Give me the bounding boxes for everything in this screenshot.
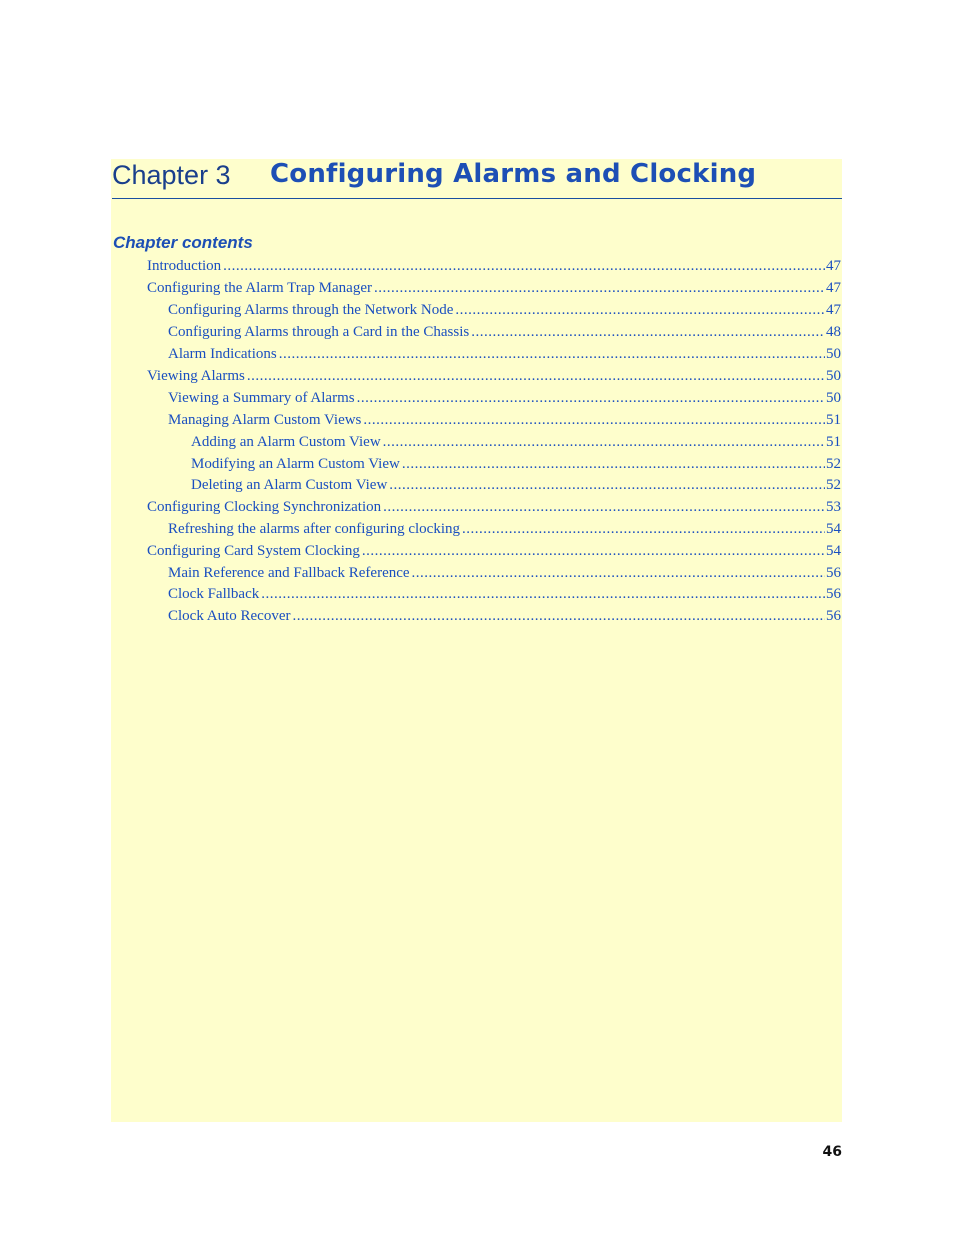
chapter-title: Configuring Alarms and Clocking — [270, 159, 757, 189]
toc-leader-dots — [223, 258, 825, 275]
toc-entry-title: Modifying an Alarm Custom View — [191, 456, 400, 472]
toc-entry[interactable] — [168, 586, 841, 608]
toc-entry-title: Configuring Clocking Synchronization — [147, 499, 382, 515]
toc-leader-dots — [402, 456, 825, 473]
toc-entry[interactable] — [168, 302, 841, 324]
toc-leader-dots — [362, 543, 825, 560]
toc-entry-title: Viewing Alarms — [147, 368, 245, 384]
toc-entry-title: Deleting an Alarm Custom View — [191, 477, 388, 493]
toc-entry[interactable] — [168, 412, 841, 434]
toc-entry-page: 50 — [826, 390, 841, 406]
toc-entry-title: Configuring Alarms through a Card in the Chassis — [168, 324, 470, 340]
toc-entry[interactable] — [168, 608, 841, 630]
toc-entry-page: 52 — [826, 477, 841, 493]
toc-entry-page: 51 — [826, 412, 841, 428]
toc-leader-dots — [292, 608, 825, 625]
toc-entry-title: Introduction — [147, 258, 222, 274]
toc-entry-title: Adding an Alarm Custom View — [191, 434, 381, 450]
toc-entry[interactable] — [191, 456, 841, 478]
toc-leader-dots — [455, 302, 825, 319]
toc-leader-dots — [383, 499, 825, 516]
toc-leader-dots — [247, 368, 825, 385]
toc-entry-title: Configuring Card System Clocking — [147, 543, 360, 559]
toc-entry[interactable] — [147, 280, 841, 302]
toc-entry-title: Alarm Indications — [168, 346, 277, 362]
toc-leader-dots — [389, 477, 825, 494]
toc-entry[interactable] — [168, 324, 841, 346]
toc-entry-title: Viewing a Summary of Alarms — [168, 390, 355, 406]
toc-entry-page: 54 — [826, 543, 841, 559]
toc-leader-dots — [412, 565, 825, 582]
toc-entry[interactable] — [168, 565, 841, 587]
contents-heading: Chapter contents — [113, 233, 253, 252]
toc-entry-page: 47 — [826, 280, 841, 296]
toc-entry-page: 56 — [826, 586, 841, 602]
toc-leader-dots — [462, 521, 825, 538]
toc-entry-title: Configuring Alarms through the Network Node — [168, 302, 454, 318]
toc-entry-page: 53 — [826, 499, 841, 515]
toc-leader-dots — [279, 346, 825, 363]
toc-entry-page: 50 — [826, 368, 841, 384]
toc-entry-page: 50 — [826, 346, 841, 362]
toc-entry-page: 47 — [826, 302, 841, 318]
toc-leader-dots — [261, 586, 825, 603]
toc-entry[interactable] — [147, 368, 841, 390]
toc-entry-title: Main Reference and Fallback Reference — [168, 565, 410, 581]
toc-entry-page: 52 — [826, 456, 841, 472]
toc-entry[interactable] — [168, 390, 841, 412]
toc-entry-page: 54 — [826, 521, 841, 537]
toc-entry-title: Managing Alarm Custom Views — [168, 412, 362, 428]
toc-entry[interactable] — [168, 521, 841, 543]
toc-entry-page: 48 — [826, 324, 841, 340]
toc-leader-dots — [471, 324, 825, 341]
toc-entry-page: 56 — [826, 608, 841, 624]
toc-entry[interactable] — [147, 258, 841, 280]
chapter-header — [112, 159, 842, 199]
toc-leader-dots — [383, 434, 825, 451]
toc-entry-title: Refreshing the alarms after configuring clocking — [168, 521, 460, 537]
toc-leader-dots — [374, 280, 825, 297]
toc-leader-dots — [357, 390, 825, 407]
toc-entry-title: Clock Auto Recover — [168, 608, 291, 624]
toc-entry[interactable] — [168, 346, 841, 368]
toc-leader-dots — [363, 412, 825, 429]
page-number: 46 — [822, 1144, 842, 1160]
toc-entry-title: Configuring the Alarm Trap Manager — [147, 280, 372, 296]
chapter-label: Chapter 3 — [112, 160, 231, 190]
toc-entry-title: Clock Fallback — [168, 586, 260, 602]
toc-entry[interactable] — [147, 499, 841, 521]
toc-entry[interactable] — [191, 434, 841, 456]
toc-entry-page: 47 — [826, 258, 841, 274]
toc-entry-page: 51 — [826, 434, 841, 450]
toc-entry[interactable] — [191, 477, 841, 499]
toc-entry[interactable] — [147, 543, 841, 565]
toc-entry-page: 56 — [826, 565, 841, 581]
